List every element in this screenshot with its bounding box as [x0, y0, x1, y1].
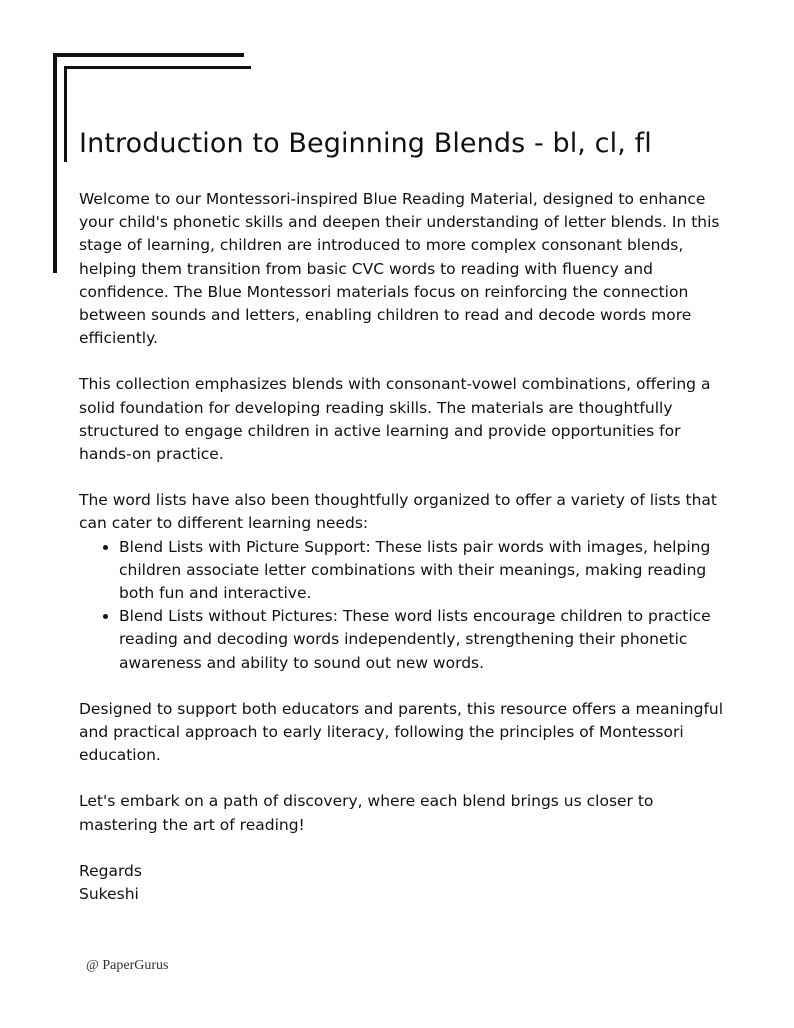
corner-bracket-inner-left	[64, 66, 67, 162]
intro-paragraph: Welcome to our Montessori-inspired Blue Reading Material, designed to enhance your child's phonetic skills and deepen their understanding of letter blends. In this stage of learning, children are introduced to more complex consonant blends, helping them transition from basic CVC words to reading with fluency and confidence. The Blue Montessori materials focus on reinforcing the connection between sounds and letters, enabling children to read and decode words more efficiently.	[79, 190, 720, 348]
corner-bracket-outer-left	[53, 53, 57, 273]
document-body	[79, 124, 729, 906]
support-paragraph: Designed to support both educators and parents, this resource offers a meaningful and practical approach to early literacy, following the principles of Montessori education.	[79, 699, 724, 765]
collection-paragraph: This collection emphasizes blends with consonant-vowel combinations, offering a solid foundation for developing reading skills. The materials are thoughtfully structured to engage children in active learning and provide opportunities for hands-on practice.	[79, 375, 711, 464]
page-title: Introduction to Beginning Blends - bl, cl, fl	[79, 128, 652, 159]
word-lists-paragraph: The word lists have also been thoughtfully organized to offer a variety of lists that can cater to different learning needs:	[79, 491, 717, 533]
list-item-without-pictures: • Blend Lists without Pictures: These word lists encourage children to practice reading and decoding words independently, strengthening their phonetic awareness and ability to sound out new words.	[119, 605, 729, 675]
word-list-types	[79, 536, 729, 675]
signoff-name: Sukeshi	[79, 885, 139, 904]
corner-bracket-outer-top	[53, 53, 244, 57]
signoff-greeting: Regards	[79, 861, 142, 880]
discovery-paragraph: Let's embark on a path of discovery, where each blend brings us closer to mastering the art of reading!	[79, 792, 654, 834]
corner-bracket-inner-top	[64, 66, 251, 69]
list-item-picture-support: • Blend Lists with Picture Support: These lists pair words with images, helping children associate letter combinations with their meanings, making reading both fun and interactive.	[119, 536, 729, 606]
footer-credit: @ PaperGurus	[86, 958, 169, 973]
